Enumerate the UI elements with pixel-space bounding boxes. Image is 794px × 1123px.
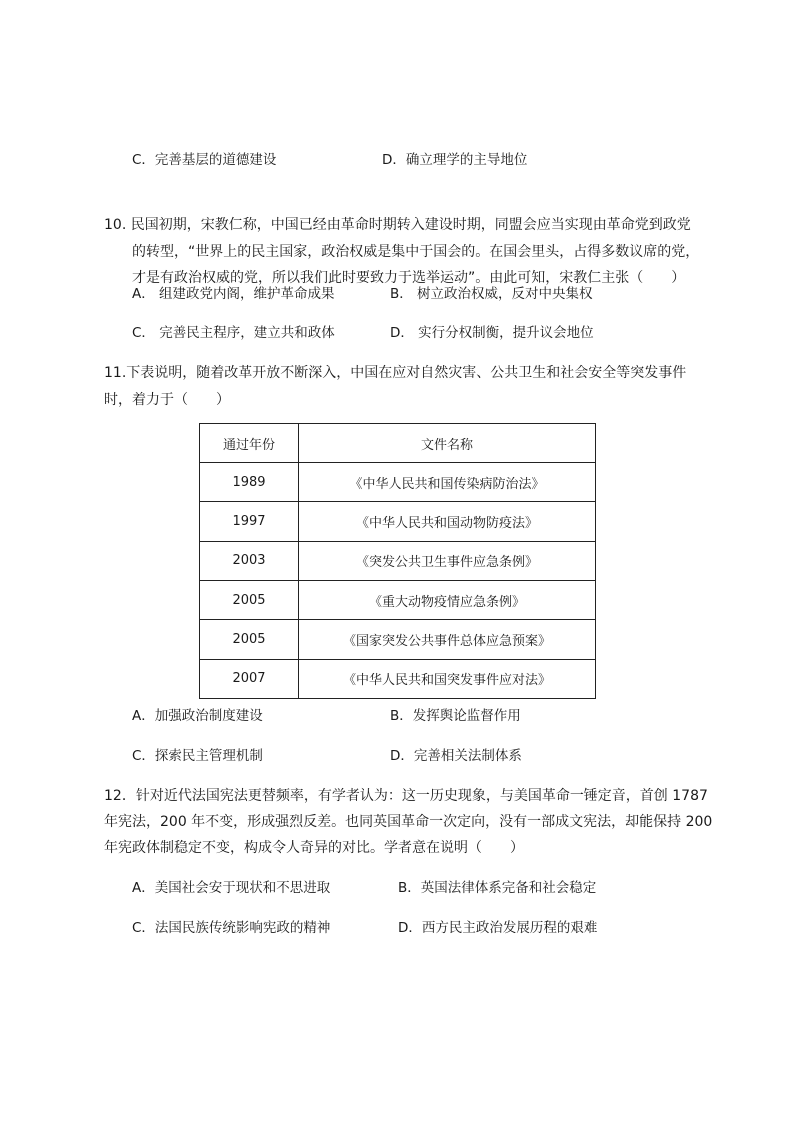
q11-option-d: D．完善相关法制体系 (390, 748, 522, 764)
q11-option-c: C．探索民主管理机制 (132, 748, 263, 764)
q9-option-d: D．确立理学的主导地位 (382, 152, 528, 168)
q12-stem-line-1: 12．针对近代法国宪法更替频率，有学者认为：这一历史现象，与美国革命一锤定音，首创 1787 (104, 788, 708, 804)
table-row (200, 541, 596, 580)
cell-year: 2005 (200, 620, 299, 659)
cell-document: 《中华人民共和国动物防疫法》 (299, 502, 596, 541)
q11-option-a: A．加强政治制度建设 (132, 708, 263, 724)
q11-option-b: B．发挥舆论监督作用 (390, 708, 521, 724)
q12-stem-line-3: 年宪政体制稳定不变，构成令人奇异的对比。学者意在说明（ ） (104, 840, 524, 856)
q12-option-c: C．法国民族传统影响宪政的精神 (132, 920, 331, 936)
q10-option-d: D． 实行分权制衡，提升议会地位 (390, 325, 594, 341)
q11-stem-line-2: 时，着力于（ ） (104, 392, 230, 408)
table-row (200, 620, 596, 659)
q10-option-a: A． 组建政党内阁，维护革命成果 (132, 286, 335, 302)
q9-option-c: C．完善基层的道德建设 (132, 152, 277, 168)
q12-option-a: A．美国社会安于现状和不思进取 (132, 880, 331, 896)
table-row (200, 580, 596, 619)
q12-option-d: D．西方民主政治发展历程的艰难 (398, 920, 598, 936)
cell-document: 《国家突发公共事件总体应急预案》 (299, 620, 596, 659)
cell-document: 《重大动物疫情应急条例》 (299, 580, 596, 619)
q10-stem-line-3: 才是有政治权威的党，所以我们此时要致力于选举运动”。由此可知，宋教仁主张（ ） (132, 270, 686, 286)
cell-document: 《中华人民共和国突发事件应对法》 (299, 659, 596, 698)
table-row (200, 502, 596, 541)
cell-year: 2005 (200, 580, 299, 619)
cell-year: 1997 (200, 502, 299, 541)
legislation-table (199, 423, 596, 699)
cell-year: 1989 (200, 463, 299, 502)
q12-stem-line-2: 年宪法，200 年不变，形成强烈反差。也同英国革命一次定向，没有一部成文宪法，却能保持 200 (104, 814, 713, 830)
q12-option-b: B．英国法律体系完备和社会稳定 (398, 880, 597, 896)
table-header-row (200, 424, 596, 463)
q10-stem-line-2: 的转型，“世界上的民主国家，政治权威是集中于国会的。在国会里头，占得多数议席的党， (132, 244, 700, 260)
header-document: 文件名称 (299, 424, 596, 463)
q10-stem-line-1: 10. 民国初期，宋教仁称，中国已经由革命时期转入建设时期，同盟会应当实现由革命党到政党 (104, 217, 691, 233)
q10-option-c: C． 完善民主程序，建立共和政体 (132, 325, 335, 341)
table-row (200, 463, 596, 502)
cell-year: 2003 (200, 541, 299, 580)
q11-stem-line-1: 11.下表说明，随着改革开放不断深入，中国在应对自然灾害、公共卫生和社会安全等突发事件 (104, 365, 687, 381)
table-row (200, 659, 596, 698)
q10-option-b: B． 树立政治权威，反对中央集权 (390, 286, 593, 302)
cell-year: 2007 (200, 659, 299, 698)
cell-document: 《中华人民共和国传染病防治法》 (299, 463, 596, 502)
cell-document: 《突发公共卫生事件应急条例》 (299, 541, 596, 580)
header-year: 通过年份 (200, 424, 299, 463)
